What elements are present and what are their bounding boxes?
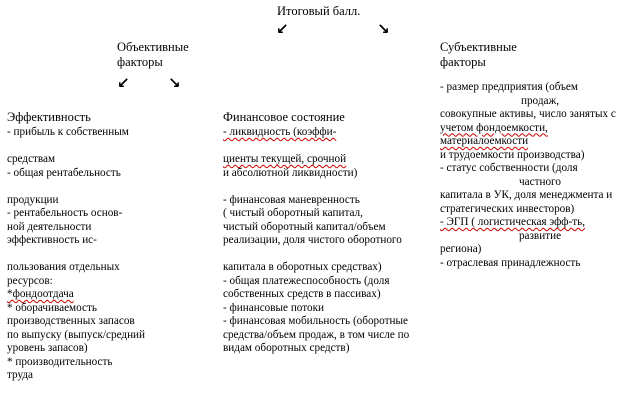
list-item	[440, 122, 630, 136]
list-item: - общая рентабельность	[7, 166, 121, 179]
list-gap	[223, 140, 409, 154]
arrow-down-left-icon: ↙	[117, 74, 130, 92]
subjective-heading-line: Субъективные	[440, 40, 517, 54]
subjective-factors-list	[440, 81, 630, 270]
list-item-text: материалоемкости	[440, 135, 529, 147]
list-gap	[223, 180, 409, 194]
list-item	[223, 153, 409, 167]
list-item: * производительность	[7, 355, 113, 368]
list-item: - финансовая маневренность	[223, 193, 360, 206]
list-item: реализации, доля чистого оборотного	[223, 234, 402, 246]
list-item: совокупные активы, число занятых с	[440, 108, 616, 120]
list-item: ( чистый оборотный капитал,	[223, 207, 363, 219]
list-gap	[7, 180, 145, 194]
list-gap	[223, 248, 409, 262]
list-item: * оборачиваемость	[7, 301, 97, 314]
list-item: - финансовая мобильность (оборотные	[223, 315, 408, 327]
list-item: - общая платежеспособность (доля	[223, 274, 390, 287]
list-item: - размер предприятия (объем	[440, 81, 578, 93]
objective-heading-line: факторы	[117, 55, 163, 69]
list-item: пользования отдельных	[7, 261, 120, 273]
list-item	[440, 216, 630, 230]
list-item: по выпуску (выпуск/средний	[7, 328, 146, 341]
diagram-title: Итоговый балл.	[277, 4, 361, 18]
financial-state-list	[223, 126, 409, 356]
financial-state-heading: Финансовое состояние	[223, 110, 345, 124]
subjective-heading-line: факторы	[440, 55, 486, 69]
list-item: средствам	[7, 153, 56, 165]
list-item: ресурсов:	[7, 274, 53, 287]
list-item: частного	[519, 175, 561, 188]
list-item-text: *фондоотдача	[7, 288, 74, 300]
list-item-text: циенты текущей, срочной	[223, 153, 347, 165]
subjective-factors-heading	[440, 40, 517, 70]
objective-factors-heading	[117, 40, 189, 70]
arrow-down-right-icon: ↘	[168, 74, 181, 92]
list-item-text: - ЭГП ( логистическая эфф-ть,	[440, 216, 586, 228]
list-item: средства/объем продаж, в том числе по	[223, 328, 410, 341]
list-item: производственных запасов	[7, 315, 135, 327]
list-item-text: учетом фондоемкости,	[440, 121, 548, 134]
efficiency-list	[7, 126, 145, 383]
list-item: - финансовые потоки	[223, 301, 325, 314]
list-item: - прибыль к собственным	[7, 126, 129, 138]
list-item: развитие	[518, 229, 562, 242]
list-item: ной деятельности	[7, 220, 92, 233]
list-item	[7, 288, 145, 302]
list-item: продаж,	[520, 94, 560, 107]
list-item	[223, 126, 409, 140]
list-gap	[7, 140, 145, 154]
list-item: - статус собственности (доля	[440, 162, 578, 174]
list-item: региона)	[440, 243, 482, 255]
list-item: труда	[7, 369, 34, 381]
list-item: капитала в УК, доля менеджмента и	[440, 189, 613, 201]
list-gap	[7, 248, 145, 262]
list-item: продукции	[7, 193, 59, 206]
list-item-text: - ликвидность (коэффи-	[223, 126, 337, 138]
list-item: видам оборотных средств)	[223, 342, 350, 354]
efficiency-heading: Эффективность	[7, 110, 91, 124]
list-item: стратегических инвесторов)	[440, 202, 575, 215]
list-item	[440, 135, 630, 149]
list-item: уровень запасов)	[7, 342, 88, 354]
list-item: эффективность ис-	[7, 234, 97, 246]
list-item: собственных средств в пассивах)	[223, 288, 381, 300]
list-item: капитала в оборотных средствах)	[223, 261, 382, 273]
list-item: и абсолютной ликвидности)	[223, 166, 358, 179]
list-item: - отраслевая принадлежность	[440, 256, 581, 269]
list-item: чистый оборотный капитал/объем	[223, 220, 386, 233]
objective-heading-line: Объективные	[117, 40, 189, 54]
arrow-down-right-icon: ↘	[377, 20, 390, 38]
list-item: - рентабельность основ-	[7, 207, 123, 219]
list-item: и трудоемкости производства)	[440, 148, 585, 161]
arrow-down-left-icon: ↙	[276, 20, 289, 38]
